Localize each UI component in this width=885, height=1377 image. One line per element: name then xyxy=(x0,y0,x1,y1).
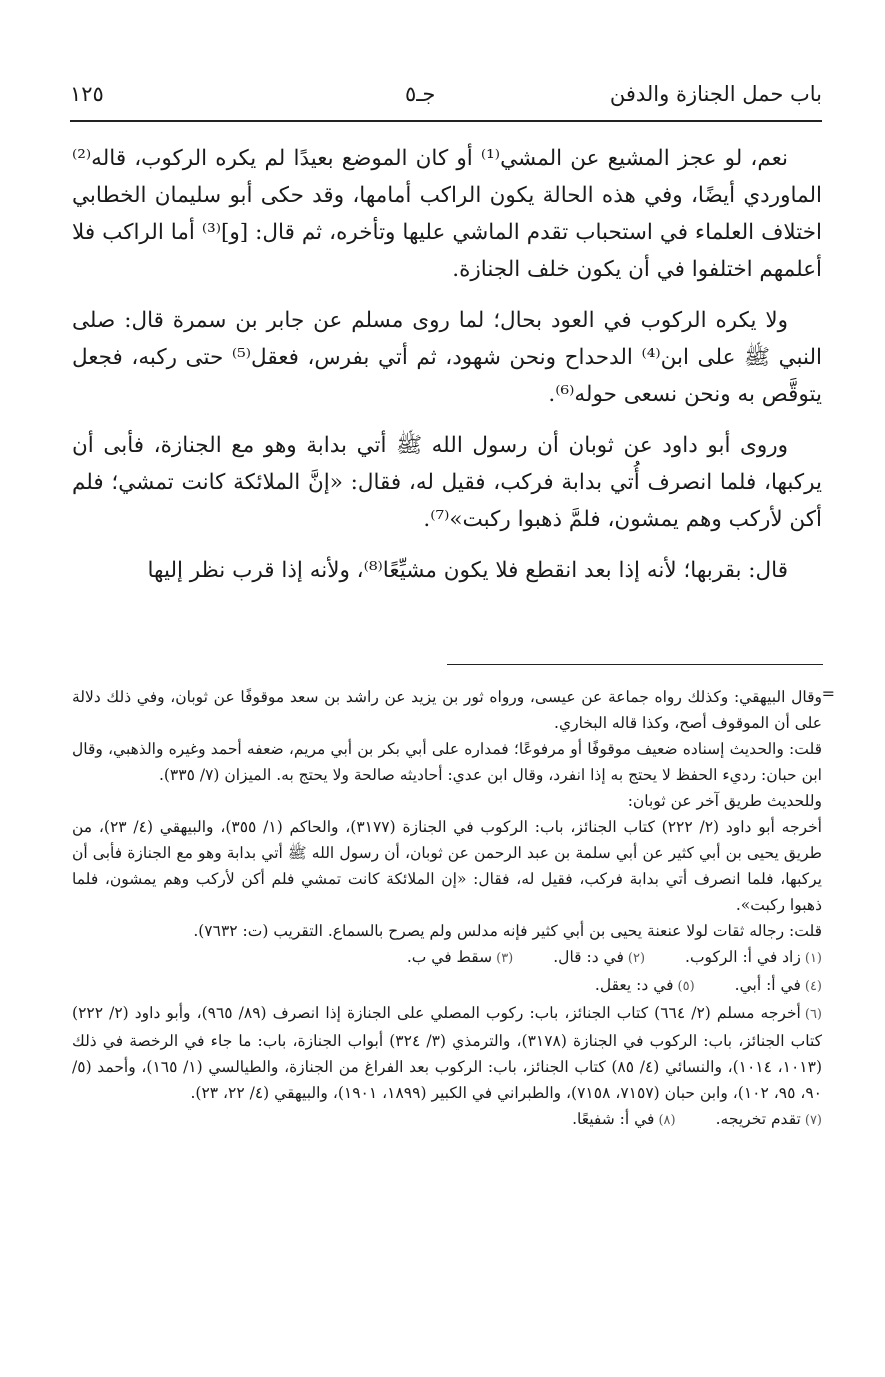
footnote-continuation-b: قلت: والحديث إسناده ضعيف موقوفًا أو مرفوعًا؛ فمداره على أبي بكر بن أبي مريم، ضعفه أحمد وغيره والذهبي، وقال ابن حبان: رديء الحفظ لا يحتج به إذا انفرد، وقال ابن عدي: أحاديثه صالحة ولا يحتج به. الميزان (٧/ ٣٣٥). xyxy=(72,740,822,784)
footnote-2: (٢)في د: قال. xyxy=(553,948,646,966)
footnote-3: (٣)سقط في ب. xyxy=(406,948,514,966)
main-text xyxy=(72,140,822,603)
running-header xyxy=(70,82,822,118)
header-rule xyxy=(70,120,822,122)
footnote-7: (٧)تقدم تخريجه. xyxy=(715,1110,822,1128)
paragraph-1: نعم، لو عجز المشيع عن المشي⁽¹⁾ أو كان الموضع بعيدًا لم يكره الركوب، قاله⁽²⁾ الماوردي أيضًا، وفي هذه الحالة يكون الراكب أمامها، وقد حكى أبو سليمان الخطابي اختلاف العلماء في استحباب تقدم الماشي عليها وتأخره، ثم قال: [و]⁽³⁾ أما الراكب فلا أعلمهم اختلفوا في أن يكون خلف الجنازة. xyxy=(72,146,822,282)
chapter-title: باب حمل الجنازة والدفن xyxy=(609,82,822,106)
paragraph-2: ولا يكره الركوب في العود بحال؛ لما روى مسلم عن جابر بن سمرة قال: صلى النبي ﷺ على ابن⁽⁴⁾ الدحداح ونحن شهود، ثم أتي بفرس، فعقل⁽⁵⁾ حتى ركبه، فجعل يتوقَّص به ونحن نسعى حوله⁽⁶⁾. xyxy=(72,308,822,407)
footnotes xyxy=(72,684,822,1134)
footnote-4: (٤)في أ: أبي. xyxy=(734,976,822,994)
footnote-1: (١)زاد في أ: الركوب. xyxy=(685,948,822,966)
footnote-continuation-e: قلت: رجاله ثقات لولا عنعنة يحيى بن أبي كثير فإنه مدلس ولم يصرح بالسماع. التقريب (ت: ٧٦٣٢). xyxy=(193,922,822,940)
footnote-8: (٨)في أ: شفيعًا. xyxy=(572,1110,676,1128)
page-number: ١٢٥ xyxy=(70,82,104,106)
footnote-continuation-d: أخرجه أبو داود (٢/ ٢٢٢) كتاب الجنائز، باب: الركوب في الجنازة (٣١٧٧)، والحاكم (١/ ٣٥٥)، والبيهقي (٤/ ٢٣)، من طريق يحيى بن أبي كثير عن أبي سلمة بن عبد الرحمن عن ثوبان، أن رسول الله ﷺ أتي بدابة وهو مع الجنازة فأبى أن يركبها، فلما انصرف أتي بدابة فركب، فقيل له، فقال: «إن الملائكة كانت تمشي فلم أكن لأركب وهم يمشون، فلما ذهبوا ركبت». xyxy=(72,818,822,914)
paragraph-4: قال: بقربها؛ لأنه إذا بعد انقطع فلا يكون مشيِّعًا⁽⁸⁾، ولأنه إذا قرب نظر إليها xyxy=(147,558,788,583)
footnote-row-2 xyxy=(72,972,822,1000)
footnote-rule xyxy=(447,664,823,665)
footnote-row-1 xyxy=(72,944,822,972)
continuation-mark: = xyxy=(821,684,835,703)
footnote-continuation-c: وللحديث طريق آخر عن ثوبان: xyxy=(627,792,822,810)
paragraph-3: وروى أبو داود عن ثوبان أن رسول الله ﷺ أتي بدابة وهو مع الجنازة، فأبى أن يركبها، فلما انصرف أُتي بدابة فركب، فقيل له، فقال: «إنَّ الملائكة كانت تمشي؛ فلم أكن لأركب وهم يمشون، فلمَّ ذهبوا ركبت»⁽⁷⁾. xyxy=(72,433,822,532)
volume-label: جـ٥ xyxy=(405,82,436,106)
footnote-continuation-a: وقال البيهقي: وكذلك رواه جماعة عن عيسى، ورواه ثور بن يزيد عن راشد بن سعد موقوفًا عن ثوبان، وفي ذلك دلالة على أن الموقوف أصح، وكذا قاله البخاري. xyxy=(72,688,822,732)
footnote-6: (٦)أخرجه مسلم (٢/ ٦٦٤) كتاب الجنائز، باب: ركوب المصلي على الجنازة إذا انصرف (٨٩/ ٩٦٥)، وأبو داود (٢/ ٢٢٢) كتاب الجنائز، باب: الركوب في الجنازة (٣١٧٨)، والترمذي (٣/ ٣٢٤) أبواب الجنازة، باب: ما جاء في الرخصة في ذلك (١٠١٣، ١٠١٤)، والنسائي (٤/ ٨٥) كتاب الجنائز، باب: الركوب بعد الفراغ من الجنازة، والطيالسي (١/ ١٦٥)، وأحمد (٥/ ٩٠، ٩٥، ١٠٢)، وابن حبان (٧١٥٧، ٧١٥٨)، والطبراني في الكبير (١٨٩٩، ١٩٠١)، والبيهقي (٤/ ٢٢، ٢٣). xyxy=(72,1004,823,1102)
footnote-5: (٥)في د: يعقل. xyxy=(594,976,695,994)
footnote-row-3 xyxy=(72,1106,822,1134)
